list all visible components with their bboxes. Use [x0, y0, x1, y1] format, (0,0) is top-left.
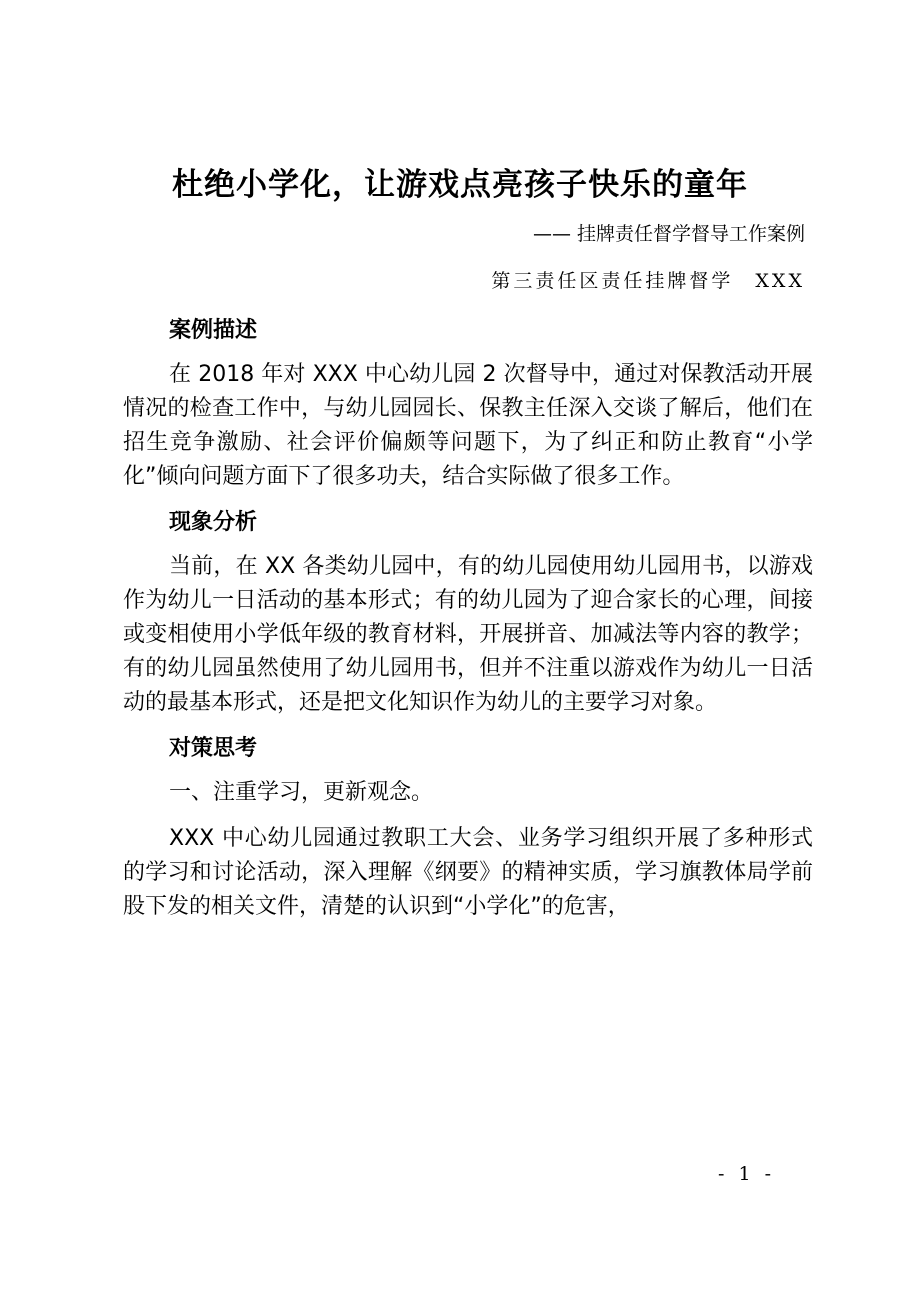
countermeasure-point-1: 一、注重学习，更新观念。 [169, 780, 434, 805]
section-heading-countermeasures: 对策思考 [169, 736, 258, 761]
paragraph-phenomenon-analysis: 当前，在 XX 各类幼儿园中，有的幼儿园使用幼儿园用书，以游戏作为幼儿一日活动的基本形式；有的幼儿园为了迎合家长的心理，间接或变相使用小学低年级的教育材料，开展拼音、加减法等内容的教学；有的幼儿园虽然使用了幼儿园用书，但并不注重以游戏作为幼儿一日活动的最基本形式，还是把文化知识作为幼儿的主要学习对象。 [123, 554, 813, 715]
document-subtitle: —— 挂牌责任督学督导工作案例 [532, 223, 805, 245]
document-author: 第三责任区责任挂牌督学 XXX [491, 270, 805, 292]
document-body [123, 314, 813, 936]
paragraph-countermeasures: XXX 中心幼儿园通过教职工大会、业务学习组织开展了多种形式的学习和讨论活动，深入理解《纲要》的精神实质，学习旗教体局学前股下发的相关文件，清楚的认识到“小学化”的危害， [123, 826, 813, 919]
document-title: 杜绝小学化，让游戏点亮孩子快乐的童年 [172, 167, 748, 203]
section-heading-case-description: 案例描述 [169, 318, 258, 343]
page-number: - 1 - [718, 1163, 776, 1185]
section-heading-phenomenon-analysis: 现象分析 [169, 510, 258, 535]
paragraph-case-description: 在 2018 年对 XXX 中心幼儿园 2 次督导中，通过对保教活动开展情况的检查工作中，与幼儿园园长、保教主任深入交谈了解后，他们在招生竞争激励、社会评价偏颇等问题下，为了纠正和防止教育“小学化”倾向问题方面下了很多功夫，结合实际做了很多工作。 [123, 362, 813, 489]
